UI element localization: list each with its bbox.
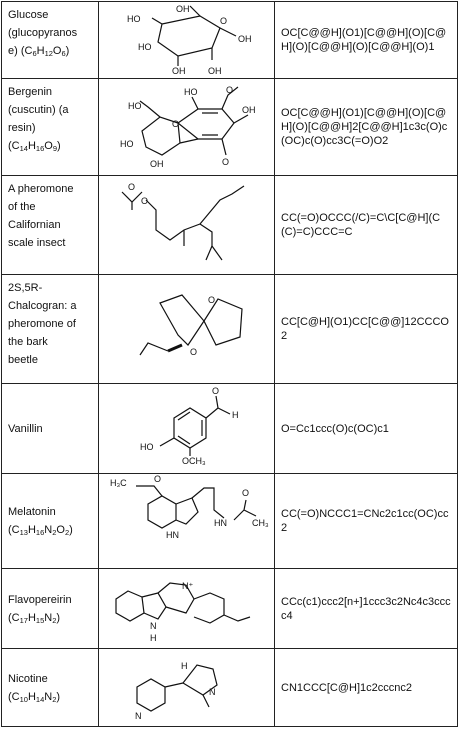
structure-cell [99, 384, 275, 474]
atom-label: HN [213, 518, 227, 528]
compound-name-cell [2, 649, 99, 727]
compound-name: Flavopereirin $(C_{17}H_{15}N_2)$ [8, 593, 72, 625]
smiles-cell [275, 474, 458, 569]
smiles-text: OC[C@@H](O1)[C@@H](O)[C@H](O)[C@@H]2[C@@H]1c3c(O)c(OC)c(O)cc3C(=O)O2 [281, 107, 448, 147]
atom-label: O [211, 386, 219, 396]
structure-cell [99, 569, 275, 649]
table-row [2, 569, 458, 649]
atom-label: OCH₃ [181, 456, 206, 466]
atom-label: N [208, 687, 215, 697]
smiles-cell [275, 649, 458, 727]
atom-label: O [127, 182, 135, 192]
atom-label: O [219, 16, 227, 26]
atom-label: OH [171, 66, 185, 76]
structure-cell [99, 2, 275, 79]
compound-name-cell [2, 384, 99, 474]
compound-name: Bergenin (cuscutin) (a resin) $(C_{14}H_{16}O_9)$ [8, 86, 69, 153]
table-row [2, 176, 458, 275]
compound-name-cell [2, 79, 99, 176]
atom-label: O [241, 488, 249, 498]
atom-label: HO [119, 139, 133, 149]
compound-name-cell [2, 2, 99, 79]
atom-label: OH [241, 105, 255, 115]
compound-name-cell [2, 176, 99, 275]
structure-cell [99, 474, 275, 569]
table-row [2, 384, 458, 474]
atom-label: HO [139, 442, 153, 452]
atom-label: O [221, 157, 229, 167]
compound-name: Glucose (glucopyranos e) $(C_6H_{12}O_6)$ [8, 9, 78, 58]
bergenin-structure [102, 79, 272, 173]
atom-label: OH [175, 4, 189, 14]
melatonin-structure [102, 474, 272, 566]
smiles-text: CN1CCC[C@H]1c2cccnc2 [281, 681, 412, 694]
table-row [2, 649, 458, 727]
atom-label: H [231, 410, 238, 420]
atom-label: O [225, 85, 233, 95]
compound-name: Vanillin [8, 422, 43, 435]
glucose-structure [112, 2, 262, 76]
smiles-text: CC(=O)OCCC(/C)=C\C[C@H](C(C)=C)CCC=C [281, 212, 441, 238]
atom-label: H [149, 633, 156, 643]
smiles-cell [275, 384, 458, 474]
nicotine-structure [107, 649, 267, 723]
atom-label: H₃C [109, 478, 127, 488]
atom-label: H [180, 661, 187, 671]
atom-label: O [153, 474, 161, 484]
smiles-text: O=Cc1ccc(O)c(OC)c1 [281, 422, 389, 435]
atom-label: OH [207, 66, 221, 76]
structure-cell [99, 275, 275, 384]
compound-name-cell [2, 275, 99, 384]
atom-label: N⁺ [181, 581, 193, 591]
smiles-cell [275, 569, 458, 649]
atom-label: HO [126, 14, 140, 24]
atom-label: OH [149, 159, 163, 169]
atom-label: O [171, 119, 179, 129]
table-row [2, 275, 458, 384]
smiles-text: CCc(c1)ccc2[n+]1ccc3c2Nc4c3cccc4 [281, 595, 451, 622]
atom-label: HO [127, 101, 141, 111]
smiles-cell [275, 79, 458, 176]
atom-label: N [134, 711, 141, 721]
atom-label: CH₃ [251, 518, 269, 528]
table-row [2, 2, 458, 79]
smiles-cell [275, 2, 458, 79]
compound-name: Nicotine $(C_{10}H_{14}N_2)$ [8, 672, 61, 704]
compound-name-cell [2, 569, 99, 649]
smiles-text: OC[C@@H](O1)[C@@H](O)[C@H](O)[C@@H](O)[C@@H](O)1 [281, 27, 447, 53]
structure-cell [99, 79, 275, 176]
smiles-cell [275, 176, 458, 275]
chalcogran-structure [112, 275, 262, 379]
atom-label: HN [165, 530, 179, 540]
table-row [2, 474, 458, 569]
table-row [2, 79, 458, 176]
structure-cell [99, 649, 275, 727]
compound-name: A pheromone of the Californian scale insect [8, 183, 74, 249]
compound-name-cell [2, 474, 99, 569]
atom-label: O [140, 196, 148, 206]
smiles-cell [275, 275, 458, 384]
atom-label: HO [183, 87, 197, 97]
vanillin-structure [112, 384, 262, 470]
atom-label: O [207, 295, 215, 305]
compound-table [1, 1, 458, 727]
smiles-text: CC(=O)NCCC1=CNc2c1cc(OC)cc2 [281, 508, 449, 534]
compound-name: Melatonin $(C_{13}H_{16}N_2O_2)$ [8, 506, 73, 537]
flavopereirin-structure [102, 569, 272, 647]
atom-label: N [149, 621, 156, 631]
smiles-text: CC[C@H](O1)CC[C@@]12CCCO2 [281, 316, 449, 342]
compound-name: 2S,5R- Chalcogran: a pheromone of the bark beetle [8, 282, 77, 366]
atom-label: OH [237, 34, 251, 44]
atom-label: O [189, 347, 197, 357]
structure-cell [99, 176, 275, 275]
pheromone-structure [112, 176, 262, 270]
atom-label: HO [137, 42, 151, 52]
